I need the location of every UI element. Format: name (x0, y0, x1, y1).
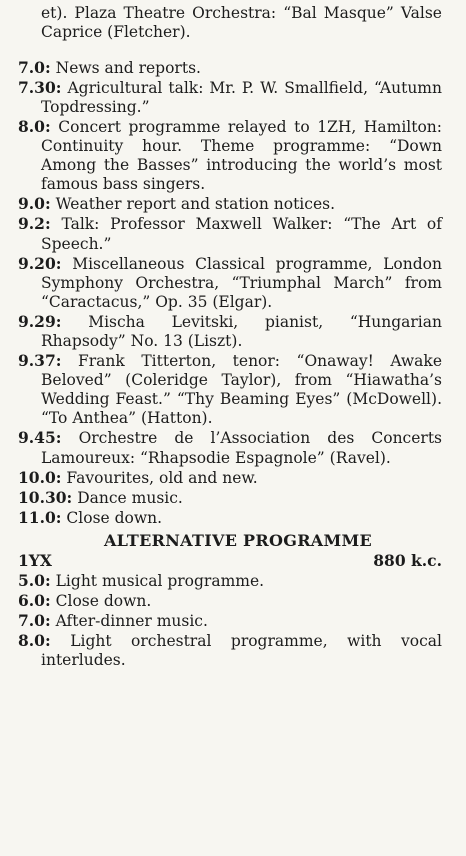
entry-text: Close down. (66, 508, 163, 527)
entry-text: Dance music. (77, 488, 183, 507)
entry-text: News and reports. (55, 58, 201, 77)
entry-time: 11.0: (18, 507, 62, 527)
programme-entry (18, 214, 442, 253)
programme-entry (18, 351, 442, 428)
entry-text: Talk: Professor Maxwell Walker: “The Art of Speech.” (41, 215, 442, 253)
programme-entry (18, 468, 442, 488)
alternative-programme-list (18, 571, 442, 670)
entry-time: 8.0: (18, 116, 51, 136)
entry-text: Agricultural talk: Mr. P. W. Smallfield, “Autumn Topdressing.” (41, 78, 442, 116)
entry-text: Favourites, old and new. (66, 468, 258, 487)
programme-entry (18, 254, 442, 312)
entry-time: 9.37: (18, 351, 62, 371)
entry-time: 7.0: (18, 57, 51, 77)
entry-time: 6.0: (18, 591, 51, 611)
opening-fragment: et). Plaza Theatre Orchestra: “Bal Masque” Valse Caprice (Fletcher). (41, 4, 442, 42)
station-row (18, 551, 442, 571)
entry-text: Close down. (55, 592, 152, 611)
programme-entry (18, 58, 442, 78)
entry-text: Light orchestral programme, with vocal interludes. (41, 632, 442, 670)
entry-time: 9.45: (18, 428, 62, 448)
entry-time: 9.20: (18, 253, 62, 273)
entry-time: 9.29: (18, 311, 62, 331)
entry-time: 7.0: (18, 611, 51, 631)
entry-text: Mischa Levitski, pianist, “Hungarian Rhapsody” No. 13 (Liszt). (41, 312, 442, 350)
programme-entry (18, 571, 442, 591)
programme-entry (18, 78, 442, 117)
programme-entry (18, 488, 442, 508)
programme-entry (18, 428, 442, 467)
entry-text: Frank Titterton, tenor: “Onaway! Awake Beloved” (Coleridge Taylor), from “Hiawatha’s Wedding Feast.” “Thy Beaming Eyes” (McDowell). “To Anthea” (Hatton). (41, 352, 442, 428)
entry-time: 9.0: (18, 194, 51, 214)
entry-text: After-dinner music. (55, 612, 208, 631)
alternative-programme-heading: ALTERNATIVE PROGRAMME (103, 530, 373, 550)
entry-text: Light musical programme. (55, 571, 265, 590)
entry-time: 7.30: (18, 77, 62, 97)
programme-entry (18, 194, 442, 214)
programme-entry (18, 312, 442, 351)
main-programme-list (18, 58, 442, 528)
entry-time: 8.0: (18, 631, 51, 651)
entry-time: 10.0: (18, 467, 62, 487)
programme-entry (18, 611, 442, 631)
entry-text: Orchestre de l’Association des Concerts Lamoureux: “Rhapsodie Espagnole” (Ravel). (41, 429, 443, 467)
entry-text: Weather report and station notices. (55, 195, 336, 214)
station-frequency: 880 k.c. (373, 550, 442, 570)
entry-time: 5.0: (18, 570, 51, 590)
entry-text: Miscellaneous Classical programme, London Symphony Orchestra, “Triumphal March” from “Caractacus,” Op. 35 (Elgar). (41, 254, 442, 311)
programme-entry (18, 117, 442, 194)
entry-time: 10.30: (18, 487, 73, 507)
station-callsign: 1YX (18, 550, 52, 570)
programme-entry (18, 508, 442, 528)
entry-time: 9.2: (18, 214, 51, 234)
entry-text: Concert programme relayed to 1ZH, Hamilton: Continuity hour. Theme programme: “Down Among the Basses” introducing the world’s most famous bass singers. (41, 117, 442, 194)
programme-entry (18, 631, 442, 670)
programme-entry (18, 591, 442, 611)
